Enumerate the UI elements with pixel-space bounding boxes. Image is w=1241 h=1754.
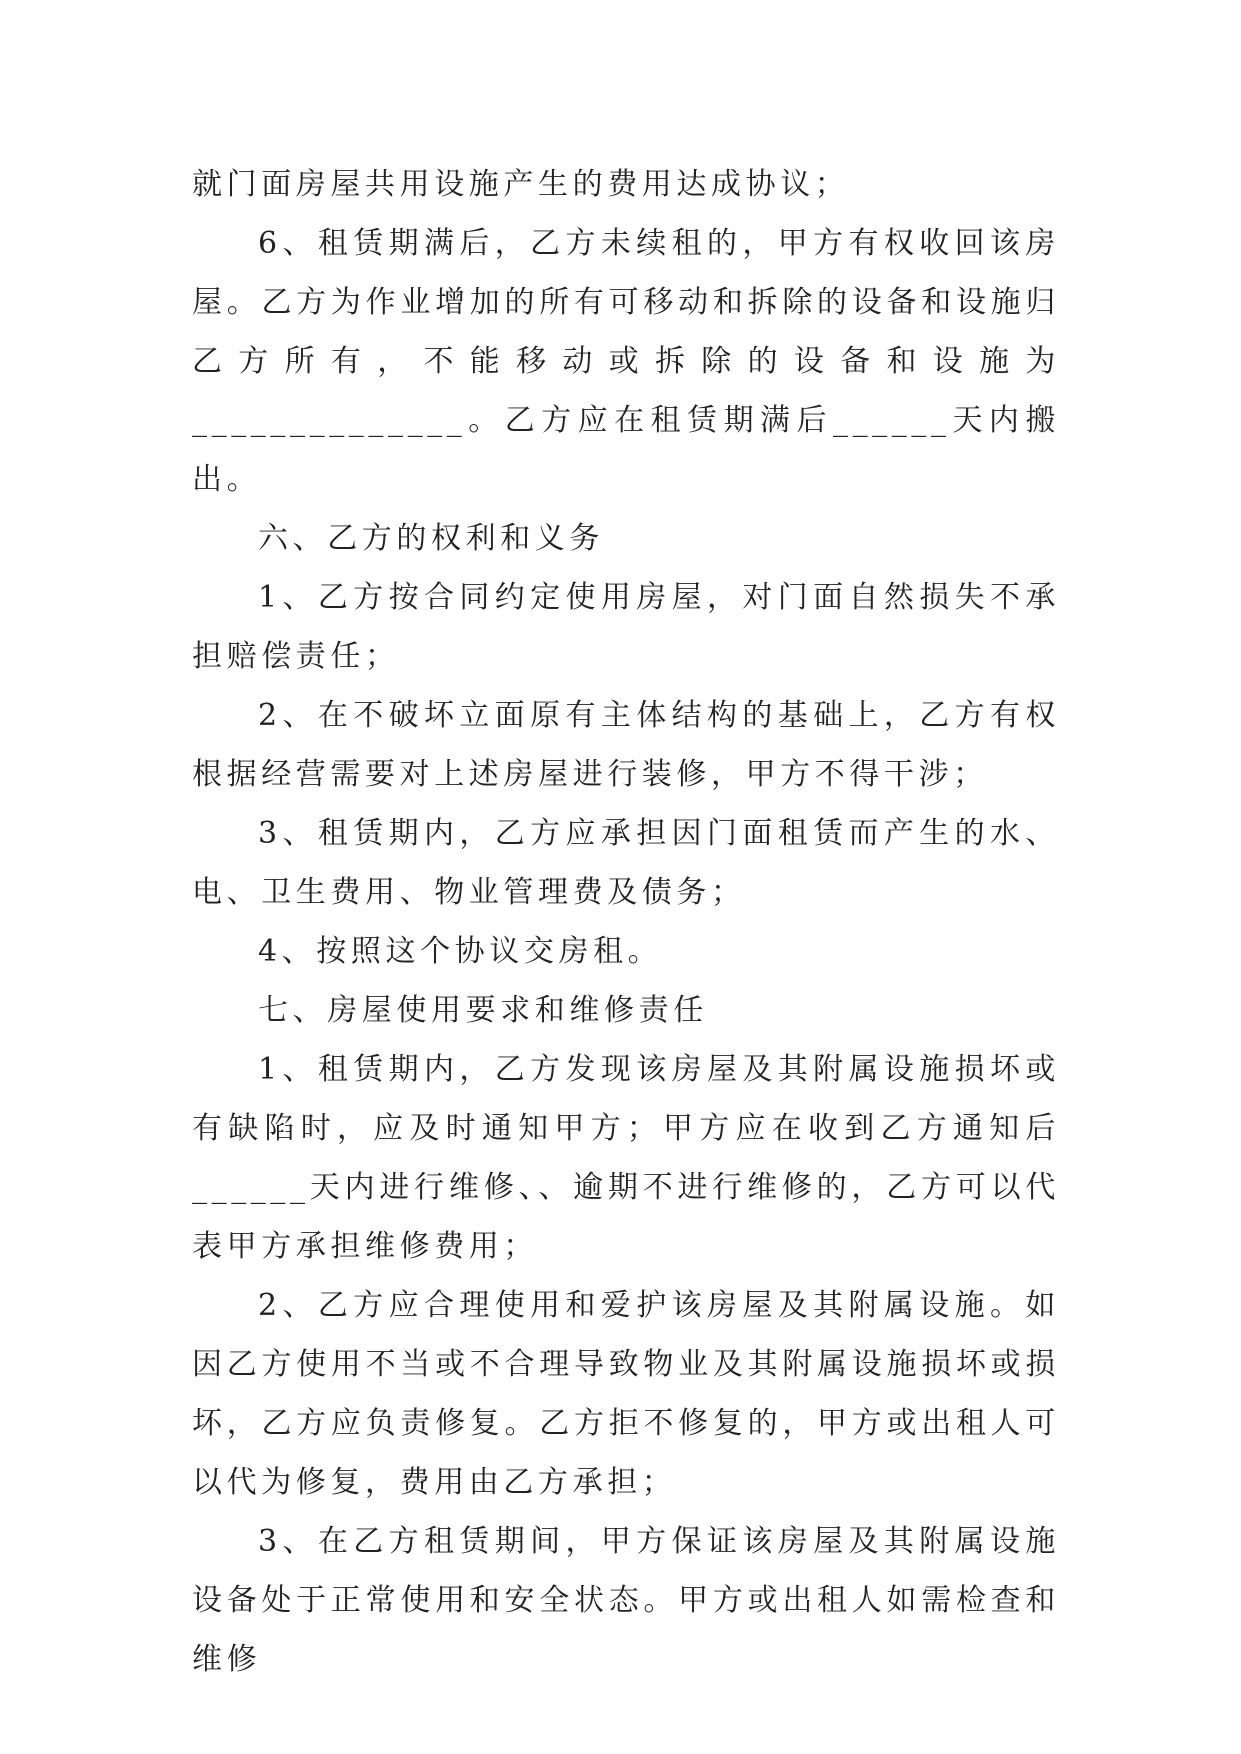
paragraph: 2、在不破坏立面原有主体结构的基础上，乙方有权根据经营需要对上述房屋进行装修，甲方不得干涉； xyxy=(192,698,1060,792)
paragraph: 就门面房屋共用设施产生的费用达成协议； xyxy=(192,167,850,202)
section-heading: 七、房屋使用要求和维修责任 xyxy=(258,993,708,1028)
paragraph: 4、按照这个协议交房租。 xyxy=(258,934,663,969)
paragraph: 3、租赁期内，乙方应承担因门面租赁而产生的水、电、卫生费用、物业管理费及债务； xyxy=(192,816,1060,910)
paragraph: 3、在乙方租赁期间，甲方保证该房屋及其附属设施设备处于正常使用和安全状态。甲方或出租人如需检查和维修 xyxy=(192,1524,1060,1677)
document-body xyxy=(192,155,1060,1689)
paragraph: 1、乙方按合同约定使用房屋，对门面自然损失不承担赔偿责任； xyxy=(192,580,1060,674)
section-heading: 六、乙方的权利和义务 xyxy=(258,521,604,556)
paragraph: 2、乙方应合理使用和爱护该房屋及其附属设施。如因乙方使用不当或不合理导致物业及其附属设施损坏或损坏，乙方应负责修复。乙方拒不修复的，甲方或出租人可以代为修复，费用由乙方承担； xyxy=(192,1288,1060,1500)
paragraph: 1、租赁期内，乙方发现该房屋及其附属设施损坏或有缺陷时，应及时通知甲方；甲方应在收到乙方通知后______天内进行维修、、逾期不进行维修的，乙方可以代表甲方承担维修费用； xyxy=(192,1052,1060,1264)
paragraph: 6、租赁期满后，乙方未续租的，甲方有权收回该房屋。乙方为作业增加的所有可移动和拆除的设备和设施归乙方所有，不能移动或拆除的设备和设施为______________。乙方应在租赁期满后______天内搬出。 xyxy=(192,226,1060,497)
